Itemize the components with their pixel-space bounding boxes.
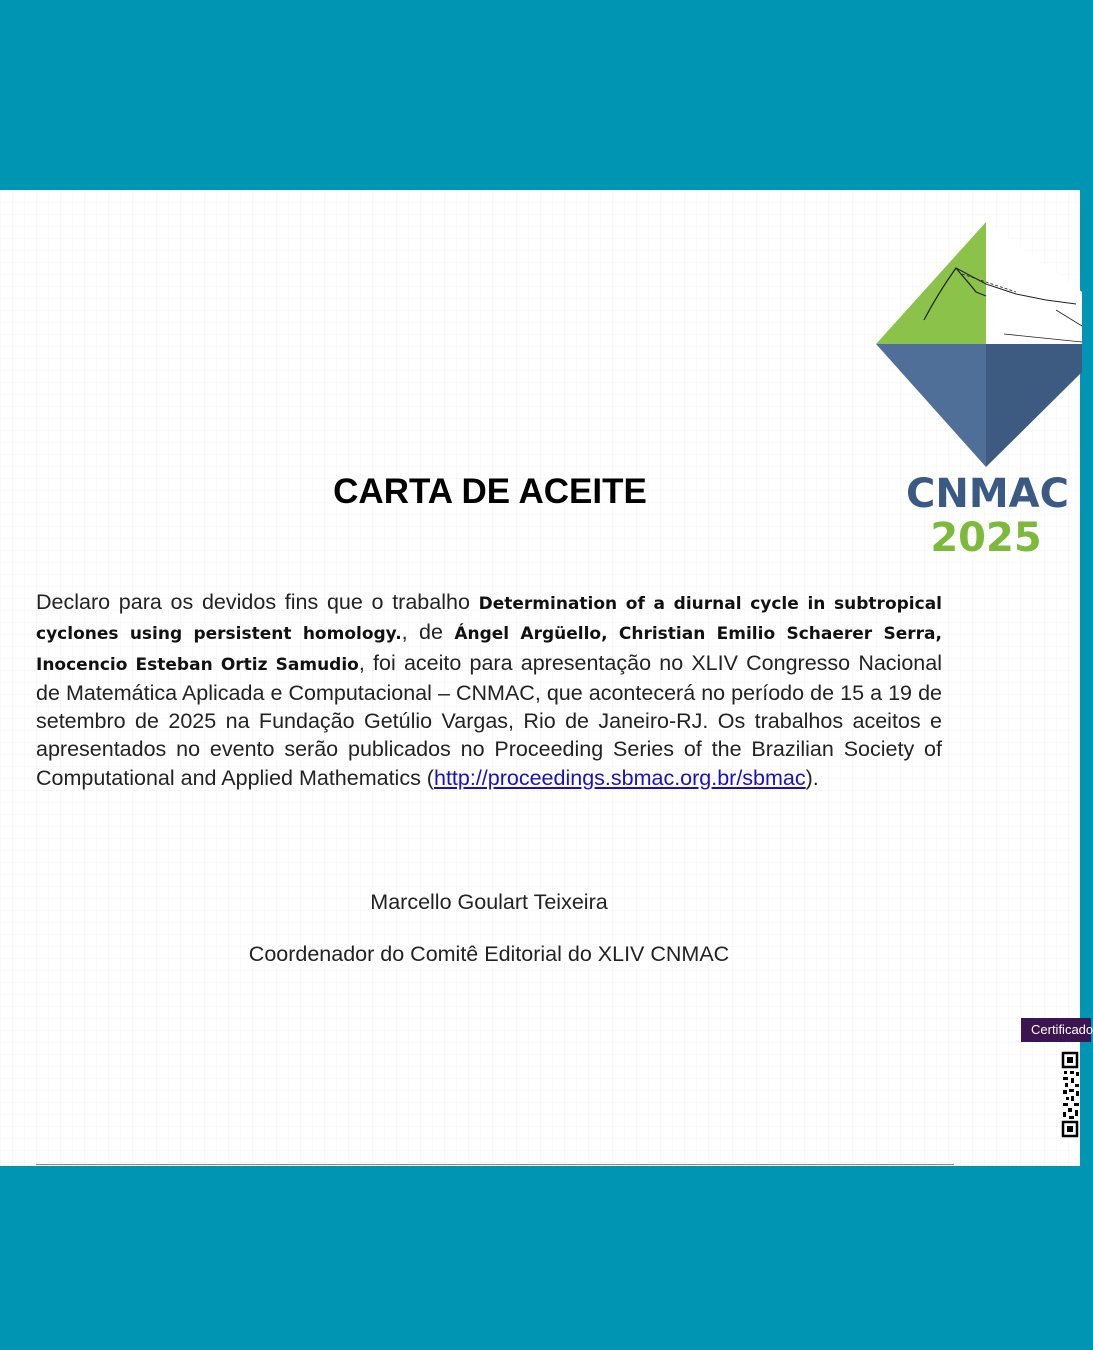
letter-title: CARTA DE ACEITE <box>333 472 647 511</box>
proceedings-link[interactable]: http://proceedings.sbmac.org.br/sbmac <box>433 765 806 790</box>
footer-divider <box>36 1164 954 1165</box>
letter-body <box>36 588 942 792</box>
qr-code-icon <box>1062 1052 1080 1138</box>
bottom-band <box>0 1166 1080 1350</box>
signatory-name: Marcello Goulart Teixeira <box>370 890 608 914</box>
acceptance-letter-page <box>0 190 1093 1166</box>
authors: Ángel Argüello, Christian Emilio Schaerer Serra, Inocencio Esteban Ortiz Samudio <box>36 624 942 675</box>
work-title: Determination of a diurnal cycle in subtropical cyclones using persistent homology. <box>36 594 942 645</box>
certificate-badge: Certificado <box>1021 1018 1091 1042</box>
logo-year-label: 2025 <box>930 515 1042 561</box>
cnmac-logo-icon <box>876 222 1082 467</box>
body-sep-de: , de <box>401 620 455 645</box>
body-intro: Declaro para os devidos fins que o trabalho <box>36 590 479 614</box>
body-text-after: , foi aceito para apresentação no XLIV Congresso Nacional de Matemática Aplicada e Computacional – CNMAC, que acontecerá no período de 15 a 19 de setembro de 2025 na Fundação Getúlio Vargas, Rio de Janeiro-RJ. Os trabalhos aceitos e apresentados no evento serão publicados no Proceeding Series of the Brazilian Society of Computational and Applied Mathematics ( <box>36 650 942 790</box>
top-band <box>0 0 1080 190</box>
cnmac-logo-text <box>906 471 1069 561</box>
logo-cnmac-label: CNMAC <box>906 471 1069 517</box>
body-closing: ). <box>805 765 819 790</box>
signatory-role: Coordenador do Comitê Editorial do XLIV CNMAC <box>248 942 730 966</box>
